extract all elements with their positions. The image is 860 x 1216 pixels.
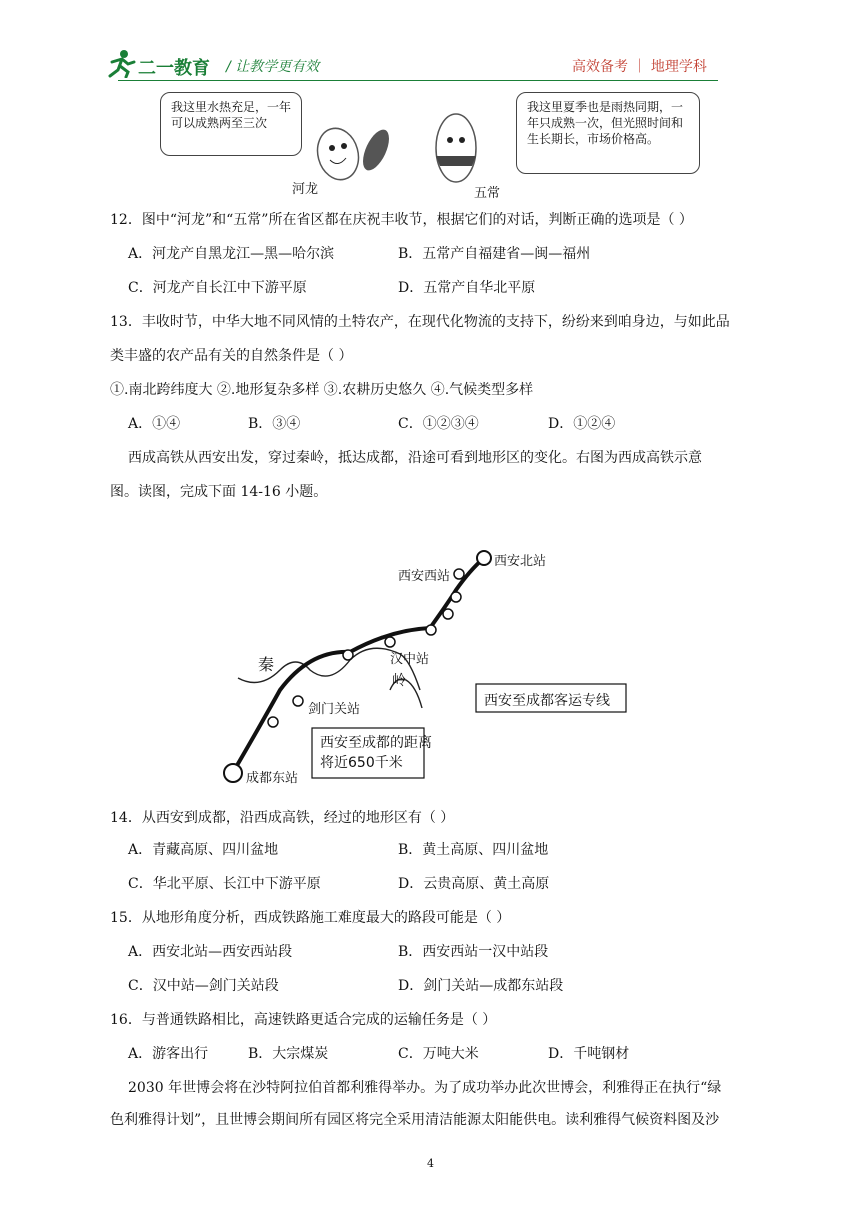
left-speech-bubble: [160, 92, 302, 156]
left-character-name: 河龙: [292, 182, 319, 197]
label-hanzhong: 汉中站: [390, 652, 430, 667]
q16-option-c[interactable]: C．万吨大米: [398, 1046, 479, 1062]
intro14-line2: 图。读图，完成下面 14-16 小题。: [110, 484, 328, 500]
q13-option-a[interactable]: A．①④: [128, 416, 181, 432]
q14-option-d[interactable]: D．云贵高原、黄土高原: [398, 876, 550, 892]
label-xian-west: 西安西站: [398, 569, 451, 584]
line-name-text: 西安至成都客运专线: [484, 693, 610, 709]
q13-items: ①.南北跨纬度大 ②.地形复杂多样 ③.农耕历史悠久 ④.气候类型多样: [110, 382, 534, 398]
q15-option-b[interactable]: B．西安西站一汉中站段: [398, 944, 549, 960]
label-xian-north: 西安北站: [494, 554, 547, 569]
station-marker-xian-west: [454, 569, 464, 579]
label-qin: 秦: [258, 655, 275, 674]
q16-option-a[interactable]: A．游客出行: [128, 1046, 209, 1062]
q13-stem-line1: 13．丰收时节，中华大地不同风情的土特农产，在现代化物流的支持下，纷纷来到咱身边，与如此品: [110, 314, 730, 330]
header-logo: [106, 48, 136, 78]
q12-option-b[interactable]: B．五常产自福建省—闽—福州: [398, 246, 591, 262]
q12-option-d[interactable]: D．五常产自华北平原: [398, 280, 536, 296]
q15-option-d[interactable]: D．剑门关站—成都东站段: [398, 978, 564, 994]
q15-option-c[interactable]: C．汉中站—剑门关站段: [128, 978, 279, 994]
q14-stem: 14．从西安到成都，沿西成高铁，经过的地形区有（ ）: [110, 810, 455, 826]
station-marker-xian-north: [477, 551, 491, 565]
q15-stem: 15．从地形角度分析，西成铁路施工难度最大的路段可能是（ ）: [110, 910, 511, 926]
runner-logo-icon: [106, 48, 136, 78]
q16-option-d[interactable]: D．千吨钢材: [548, 1046, 630, 1062]
station-marker-chengdu-east: [224, 764, 242, 782]
station-marker-5: [451, 592, 461, 602]
intro17-line2: 色利雅得计划”，且世博会期间所有园区将完全采用清洁能源太阳能供电。读利雅得气候资料图及沙: [110, 1112, 720, 1128]
station-marker-4: [443, 609, 453, 619]
q12-option-c[interactable]: C．河龙产自长江中下游平原: [128, 280, 307, 296]
right-bubble-text: 我这里夏季也是雨热同期，一年只成熟一次，但光照时间和生长期长，市场价格高。: [527, 100, 684, 146]
right-character-name: 五常: [474, 186, 501, 201]
rice-character-right-icon: [422, 104, 492, 194]
right-speech-bubble: [516, 92, 700, 174]
label-ling: 岭: [392, 673, 406, 689]
station-marker-jianmen: [293, 696, 303, 706]
q15-option-a[interactable]: A．西安北站—西安西站段: [128, 944, 293, 960]
station-marker-hanzhong: [343, 650, 353, 660]
distance-text-2: 将近650千米: [320, 755, 403, 771]
slogan: / 让教学更有效: [226, 59, 320, 75]
header-rule: [118, 80, 718, 81]
station-marker-2: [385, 637, 395, 647]
q13-option-d[interactable]: D．①②④: [548, 416, 616, 432]
page-number: 4: [427, 1157, 434, 1170]
q13-option-c[interactable]: C．①②③④: [398, 416, 479, 432]
logo-text: 二一教育: [138, 58, 210, 79]
distance-text-1: 西安至成都的距离: [320, 735, 432, 751]
q14-option-c[interactable]: C．华北平原、长江中下游平原: [128, 876, 321, 892]
left-bubble-text: 我这里水热充足，一年可以成熟两至三次: [171, 100, 292, 130]
q12-stem: 12．图中“河龙”和“五常”所在省区都在庆祝丰收节，根据它们的对话，判断正确的选项是（ ）: [110, 212, 693, 228]
station-marker-1: [268, 717, 278, 727]
label-jianmen: 剑门关站: [308, 702, 361, 717]
q13-stem-line2: 类丰盛的农产品有关的自然条件是（ ）: [110, 348, 353, 364]
intro17-line1: 2030 年世博会将在沙特阿拉伯首都利雅得举办。为了成功举办此次世博会，利雅得正在执行“绿: [128, 1080, 722, 1096]
q16-option-b[interactable]: B．大宗煤炭: [248, 1046, 329, 1062]
q12-option-a[interactable]: A．河龙产自黑龙江—黑—哈尔滨: [128, 246, 335, 262]
station-marker-3: [426, 625, 436, 635]
q16-stem: 16．与普通铁路相比，高速铁路更适合完成的运输任务是（ ）: [110, 1012, 497, 1028]
label-chengdu-east: 成都东站: [246, 771, 299, 786]
subject-label: 高效备考 ｜ 地理学科: [572, 59, 707, 75]
q13-option-b[interactable]: B．③④: [248, 416, 301, 432]
q14-option-b[interactable]: B．黄土高原、四川盆地: [398, 842, 549, 858]
q14-option-a[interactable]: A．青藏高原、四川盆地: [128, 842, 279, 858]
intro14-line1: 西成高铁从西安出发，穿过秦岭，抵达成都，沿途可看到地形区的变化。右图为西成高铁示意: [128, 450, 702, 466]
